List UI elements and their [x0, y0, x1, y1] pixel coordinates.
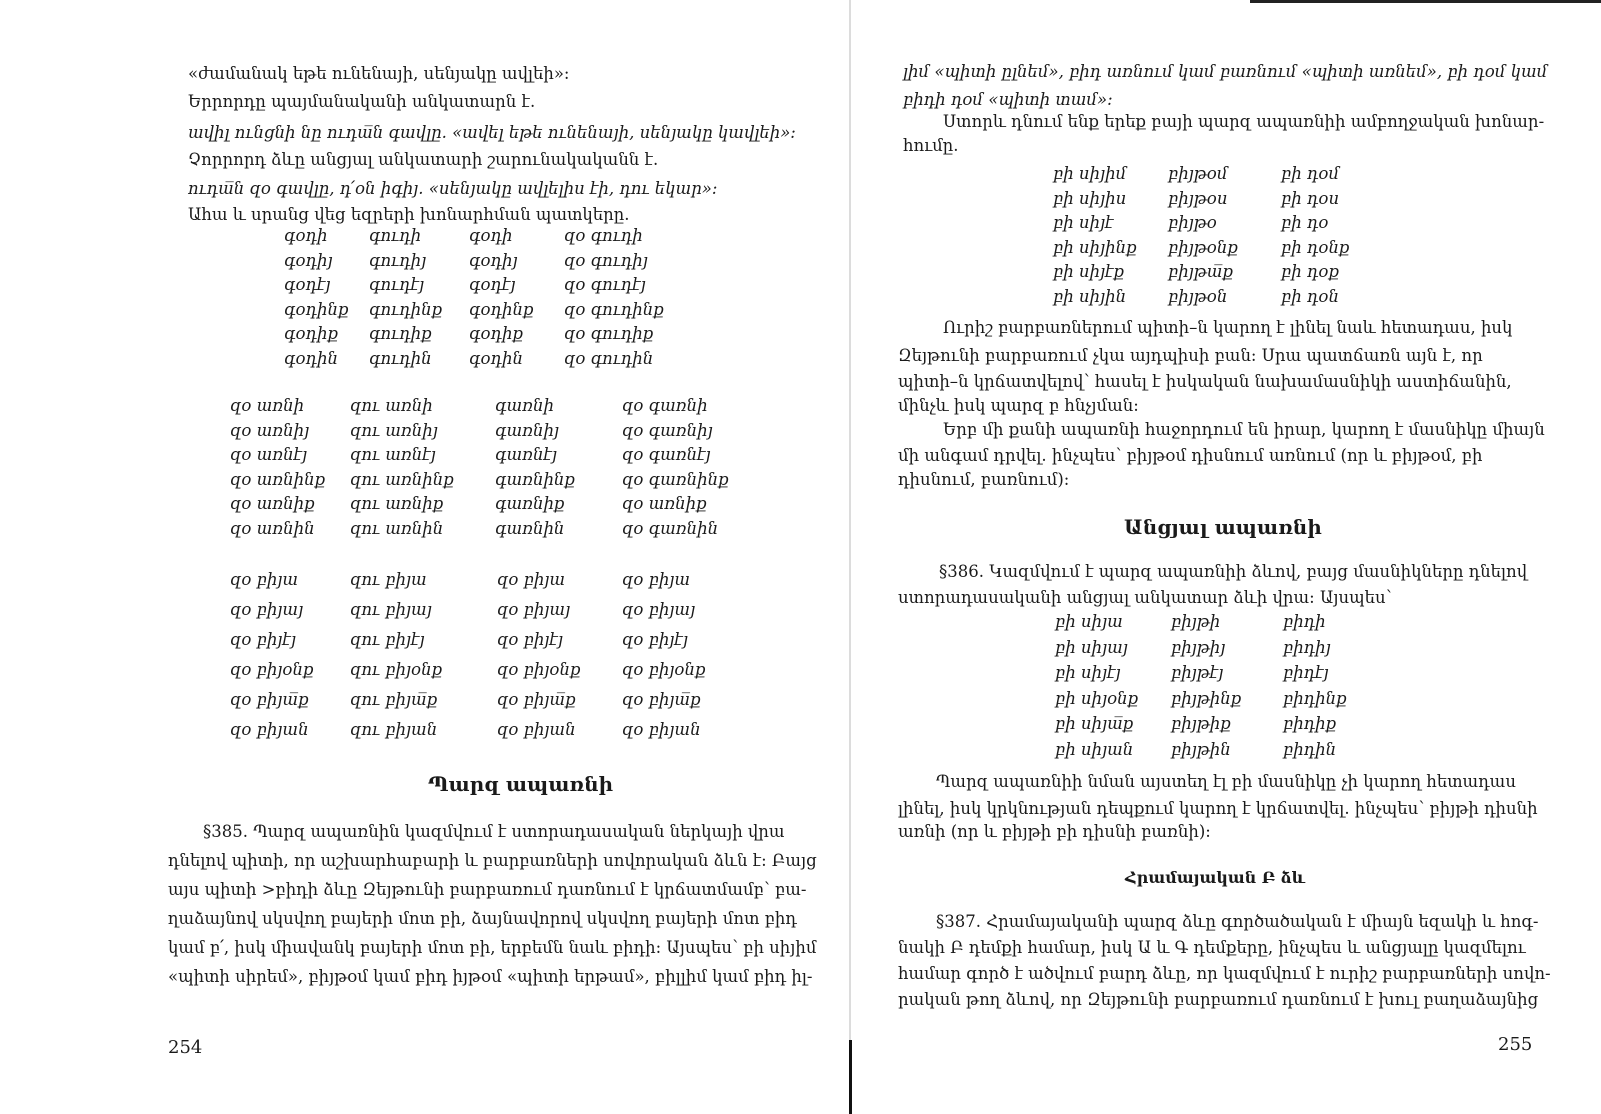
table-cell: բի սիյան: [1055, 739, 1134, 759]
table-cell: բի սիյա̅ք: [1055, 714, 1134, 733]
table-cell: գառնիք: [495, 494, 565, 513]
table-cell: բի սիյայ: [1055, 637, 1128, 657]
page-number: 255: [1498, 1034, 1533, 1055]
section-title: Պարզ ապառնի: [428, 772, 614, 796]
table-cell: զօ գուդիք: [564, 324, 654, 343]
table-cell: զօ բիյօնք: [622, 660, 706, 679]
paragraph-line: լինել, իսկ կրկնության դեպքում կարող է կրճատվել. ինչպես՝ բիյթի դիսնի: [898, 799, 1538, 818]
table-cell: զօ բիյա: [230, 570, 299, 589]
table-cell: գօդի: [469, 226, 513, 245]
table-cell: գուդիյ: [369, 250, 427, 270]
text-line: Չորրորդ ձևը անցյալ անկատարի շարունակականն է.: [188, 150, 659, 169]
table-cell: զօ բիյէյ: [230, 630, 296, 649]
table-cell: զօ բիյէյ: [622, 630, 688, 649]
table-cell: զօ բիյայ: [497, 600, 571, 619]
table-cell: բի դօ: [1281, 213, 1329, 232]
table-cell: զօ առնիք: [230, 494, 315, 513]
subsection-title: Հրամայական Բ ձև: [1125, 868, 1305, 887]
table-cell: բի դօնք: [1281, 237, 1350, 257]
table-cell: բի սիյօնք: [1055, 688, 1139, 708]
text-line: ուդա̅ն զօ գավլը, դ՛օն իգիյ. «սենյակը ավլելիս էի, դու եկար»:: [188, 179, 718, 198]
paragraph-line: Պարզ ապառնիի նման այստեղ էլ բի մասնիկը չի կարող հետադաս: [936, 772, 1516, 791]
table-cell: բիդինք: [1283, 688, 1347, 708]
table-cell: գառնէյ: [495, 445, 557, 464]
table-cell: զօ գառնին: [622, 518, 719, 538]
table-cell: զօ առնինք: [230, 469, 326, 489]
section-title: Անցյալ ապառնի: [1124, 515, 1322, 539]
table-cell: բիդիք: [1283, 714, 1337, 733]
table-cell: զօ առնին: [230, 518, 315, 538]
paragraph-line: «պիտի սիրեմ», բիյթօմ կամ բիդ իյթօմ «պիտի երթամ», բիլլիմ կամ բիդ իլ-: [168, 967, 813, 986]
table-cell: զու առնինք: [350, 469, 454, 489]
table-cell: զու բիյան: [350, 720, 438, 739]
table-cell: բի սիյէք: [1053, 262, 1125, 281]
table-cell: գօդէյ: [284, 275, 331, 294]
table-cell: զօ բիյա: [622, 570, 691, 589]
table-cell: զօ բիյայ: [230, 600, 304, 619]
table-cell: զու առնին: [350, 518, 444, 538]
table-cell: զու առնէյ: [350, 445, 436, 464]
paragraph-line: ստորադասականի անցյալ անկատար ձևի վրա: Այսպես՝: [898, 588, 1392, 607]
table-cell: գօդինք: [469, 299, 534, 319]
table-cell: զօ բիյէյ: [497, 630, 563, 649]
table-cell: գօդիք: [284, 324, 338, 343]
table-cell: գուդինք: [369, 299, 443, 319]
text-line: բիդի դօմ «պիտի տամ»:: [903, 90, 1113, 109]
text-line: հումը.: [903, 136, 959, 155]
paragraph-line: մի անգամ դրվել. ինչպես՝ բիյթօմ դիսնում առնում (որ և բիյթօմ, բի: [898, 446, 1483, 465]
table-cell: զու բիյայ: [350, 600, 432, 619]
table-cell: զօ բիյայ: [622, 600, 696, 619]
paragraph-line: ղաձայնով սկսվող բայերի մոտ բի, ձայնավորով սկսվող բայերի մոտ բիդ: [168, 909, 797, 928]
paragraph-line: համար գործ է ածվում բարդ ձևը, որ կազմվում է ուրիշ բարբառների սովո-: [898, 964, 1551, 983]
table-cell: զօ գուդի: [564, 226, 643, 245]
table-cell: զու բիյօնք: [350, 660, 443, 679]
table-cell: զօ բիյան: [622, 720, 701, 739]
table-cell: զօ բիյան: [230, 720, 309, 739]
table-cell: զու առնի: [350, 396, 433, 415]
table-cell: բիյթի: [1171, 612, 1221, 631]
paragraph-line: կամ բ՛, իսկ միավանկ բայերի մոտ բի, երբեմն նաև բիդի: Այսպես՝ բի սիյիմ: [168, 938, 817, 957]
table-cell: գուդէյ: [369, 275, 425, 294]
table-cell: գօդիյ: [469, 250, 518, 270]
table-cell: գառնիյ: [495, 420, 560, 440]
table-cell: զօ առնի: [230, 396, 305, 415]
right-page: [843, 0, 1601, 1114]
table-cell: զօ գառնիյ: [622, 420, 713, 440]
text-line: Ստորև դնում ենք երեք բայի պարզ ապառնիի ամբողջական խոնար-: [943, 112, 1545, 131]
table-cell: զու առնիք: [350, 494, 444, 513]
paragraph-line: Երբ մի քանի ապառնի հաջորդում են իրար, կարող է մասնիկը միայն: [943, 420, 1545, 439]
table-cell: բիյթինք: [1171, 688, 1242, 708]
table-cell: բի սիյէյ: [1055, 663, 1121, 682]
table-cell: գառնինք: [495, 469, 575, 489]
table-cell: բիյթին: [1171, 739, 1231, 759]
table-cell: գուդին: [369, 348, 432, 368]
table-cell: բիյթօնք: [1168, 237, 1238, 257]
paragraph-line: §387. Հրամայականի պարզ ձևը գործածական է միայն եզակի և հոգ-: [936, 912, 1539, 931]
page-number: 254: [168, 1037, 203, 1058]
table-cell: բի սիյա: [1055, 612, 1123, 631]
table-cell: զու բիյա̅ք: [350, 690, 438, 709]
table-cell: զօ բիյա: [497, 570, 566, 589]
table-cell: գօդիյ: [284, 250, 333, 270]
text-line: Ահա և սրանց վեց եզրերի խոնարհման պատկերը.: [188, 205, 630, 224]
table-cell: գօդին: [469, 348, 523, 368]
paragraph-line: րական թող ձևով, որ Զեյթունի բարբառում դառնում է խուլ բաղաձայնից: [898, 990, 1539, 1009]
table-cell: բիդէյ: [1283, 663, 1329, 682]
text-line: «ժամանակ եթե ունենայի, սենյակը ավլեի»:: [188, 64, 570, 83]
table-cell: զօ բիյօնք: [230, 660, 314, 679]
paragraph-line: առնի (որ և բիյթի բի դիսնի բառնի):: [898, 822, 1211, 841]
table-cell: գուդիք: [369, 324, 432, 343]
paragraph-line: դիսնում, բառնում):: [898, 470, 1070, 489]
table-cell: զօ բիյա̅ք: [622, 690, 701, 709]
table-cell: գօդի: [284, 226, 328, 245]
table-cell: բիյթիք: [1171, 714, 1231, 733]
table-cell: գուդի: [369, 226, 422, 245]
table-cell: բիյթօս: [1168, 188, 1228, 208]
table-cell: զօ գուդիյ: [564, 250, 648, 270]
paragraph-line: դնելով պիտի, որ աշխարհաբարի և բարբառների սովորական ձևն է: Բայց: [168, 851, 817, 870]
table-cell: բիդի: [1283, 612, 1326, 631]
table-cell: գօդիք: [469, 324, 523, 343]
table-cell: բի սիյէ: [1053, 213, 1114, 232]
table-cell: զօ գառնինք: [622, 469, 729, 489]
table-cell: բի սիյին: [1053, 286, 1127, 306]
table-cell: զօ գուդէյ: [564, 275, 646, 294]
table-cell: բիյթօն: [1168, 286, 1228, 306]
paragraph-line: Ուրիշ բարբառներում պիտի–ն կարող է լինել նաև հետադաս, իսկ: [943, 318, 1513, 337]
table-cell: զու բիյա: [350, 570, 427, 589]
table-cell: բի սիյինք: [1053, 237, 1137, 257]
table-cell: բիյթա̅ք: [1168, 262, 1233, 281]
paragraph-line: Զեյթունի բարբառում չկա այդպիսի բան: Սրա պատճառն այն է, որ: [898, 346, 1483, 365]
table-cell: զօ գառնէյ: [622, 445, 711, 464]
table-cell: զօ առնէյ: [230, 445, 308, 464]
table-cell: բիդիյ: [1283, 637, 1331, 657]
table-cell: բի դօմ: [1281, 164, 1340, 183]
table-cell: զօ առնիյ: [230, 420, 310, 440]
table-cell: զու բիյէյ: [350, 630, 425, 649]
table-cell: բի դօն: [1281, 286, 1339, 306]
table-cell: զօ առնիք: [622, 494, 707, 513]
table-cell: զօ բիյա̅ք: [497, 690, 576, 709]
text-line: ավիլ ունցնի նը ուդա̅ն գավլը. «ավել եթե ունենայի, սենյակը կավլեի»:: [188, 123, 796, 142]
table-cell: բիյթիյ: [1171, 637, 1226, 657]
table-cell: բի դօս: [1281, 188, 1340, 208]
table-cell: զօ գառնի: [622, 396, 708, 415]
text-line: Երրորդը պայմանականի անկատարն է.: [188, 92, 536, 111]
table-cell: բիյթէյ: [1171, 663, 1224, 682]
table-cell: գառնի: [495, 396, 554, 415]
table-cell: զօ բիյօնք: [497, 660, 581, 679]
table-cell: բի սիյիմ: [1053, 164, 1127, 183]
table-cell: գօդինք: [284, 299, 349, 319]
paragraph-line: մինչև իսկ պարզ բ հնչյման:: [898, 396, 1139, 415]
table-cell: զօ բիյա̅ք: [230, 690, 309, 709]
table-cell: զօ բիյան: [497, 720, 576, 739]
paragraph-line: այս պիտի >բիդի ձևը Զեյթունի բարբառում դառնում է կրճատմամբ՝ բա-: [168, 880, 807, 899]
table-cell: գառնին: [495, 518, 565, 538]
paragraph-line: նակի Բ դեմքի համար, իսկ Ա և Գ դեմքերը, ինչպես և անցյալը կազմելու: [898, 938, 1526, 957]
table-cell: բի սիյիս: [1053, 188, 1127, 208]
text-line: լիմ «պիտի ըլնեմ», բիդ առնում կամ բառնում «պիտի առնեմ», բի դօմ կամ: [903, 62, 1548, 81]
table-cell: զօ գուդին: [564, 348, 654, 368]
table-cell: զօ գուդինք: [564, 299, 664, 319]
table-cell: բիդին: [1283, 739, 1337, 759]
paragraph-line: պիտի–ն կրճատվելով՝ հասել է իսկական նախամասնիկի աստիճանին,: [898, 372, 1512, 391]
paragraph-line: §386. Կազմվում է պարզ ապառնիի ձևով, բայց մասնիկները դնելով: [939, 562, 1528, 581]
table-cell: բիյթօմ: [1168, 164, 1228, 183]
table-cell: բիյթօ: [1168, 213, 1217, 232]
table-cell: գօդէյ: [469, 275, 516, 294]
table-cell: գօդին: [284, 348, 338, 368]
table-cell: զու առնիյ: [350, 420, 438, 440]
table-cell: բի դօք: [1281, 262, 1339, 281]
paragraph-line: §385. Պարզ ապառնին կազմվում է ստորադասական ներկայի վրա: [203, 822, 785, 841]
